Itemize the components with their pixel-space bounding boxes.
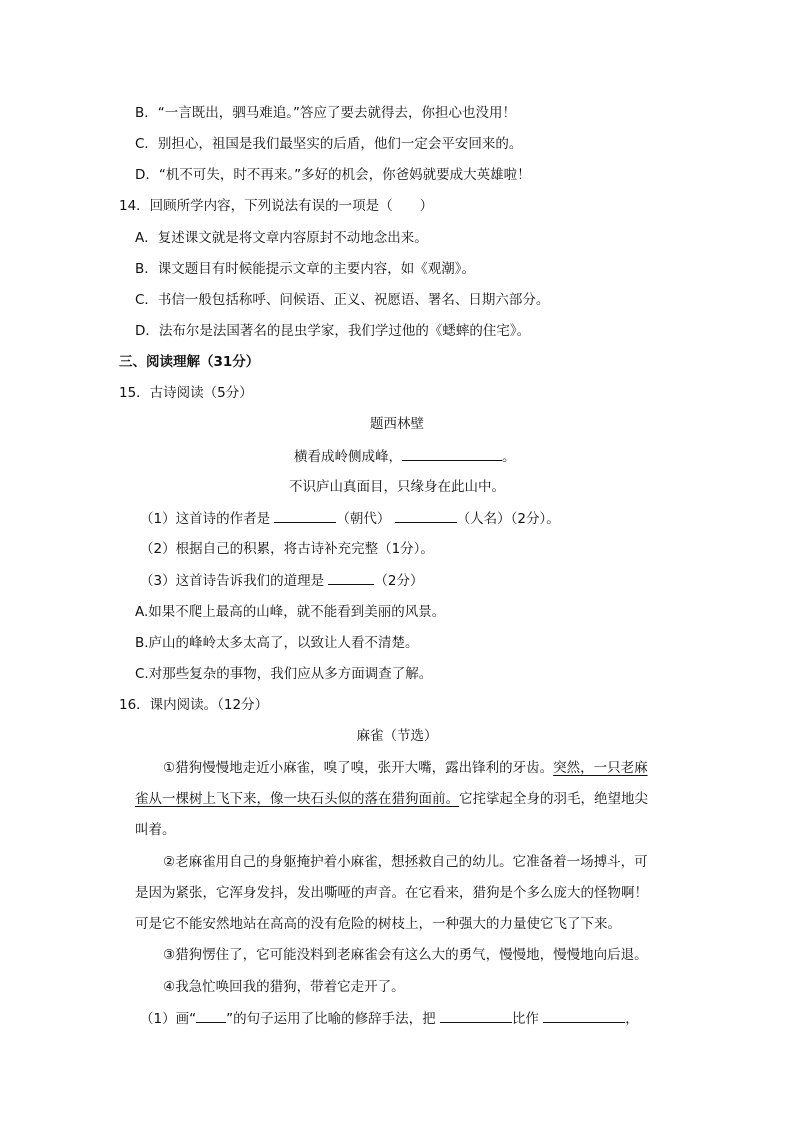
q16-stem: 16．课内阅读。（12分）: [119, 697, 269, 713]
passage-p3: ③猎狗愣住了，它可能没料到老麻雀会有这么大的勇气，慢慢地，慢慢地向后退。: [163, 947, 648, 963]
q13-option-b: B．“一言既出，驷马难追。”答应了要去就得去，你担心也没用！: [135, 105, 516, 121]
q13-option-c: C．别担心，祖国是我们最坚实的后盾，他们一定会平安回来的。: [135, 136, 523, 152]
poem-line-1-text: 横看成岭侧成峰，: [294, 449, 402, 465]
q15-sub1-name-label: （人名）（2分）。: [456, 511, 560, 527]
underlined-sentence-2: 雀从一棵树上飞下来，像一块石头似的落在猎狗面前。: [135, 791, 459, 807]
q15-sub2: （2）根据自己的积累，将古诗补充完整（1分）。: [140, 541, 434, 557]
q14-option-c: C．书信一般包括称呼、问候语、正义、祝愿语、署名、日期六部分。: [135, 292, 550, 308]
q15-sub3-text: （3）这首诗告诉我们的道理是: [140, 573, 325, 589]
passage-p1-rest: 它挓挲起全身的羽毛，绝望地尖: [459, 791, 648, 807]
poem-title: 题西林壁: [370, 416, 424, 432]
underlined-sentence-1: 突然，一只老麻: [553, 760, 648, 776]
q15-option-c: C.对那些复杂的事物，我们应从多方面调查了解。: [135, 666, 433, 682]
q16-sub1: [140, 1008, 639, 1029]
section-title: 三、阅读理解（31分）: [119, 354, 260, 370]
q15-option-a: A.如果不爬上最高的山峰，就不能看到美丽的风景。: [135, 604, 446, 620]
q14-option-d: D．法布尔是法国著名的昆虫学家，我们学过他的《蟋蟀的住宅》。: [135, 323, 531, 339]
passage-p2-line2: 是因为紧张，它浑身发抖，发出嘶哑的声音。在它看来，猎狗是个多么庞大的怪物啊！: [135, 885, 648, 901]
q15-stem: 15．古诗阅读（5分）: [119, 385, 253, 401]
poem-line-1-end: 。: [502, 449, 516, 465]
dynasty-blank[interactable]: [274, 508, 336, 523]
q16-sub1-text-a: （1）画“: [140, 1011, 197, 1027]
passage-p1-line2: [135, 789, 648, 809]
q14-stem: 14．回顾所学内容，下列说法有误的一项是（ ）: [119, 198, 434, 214]
subject-blank[interactable]: [440, 1008, 512, 1023]
passage-p2-line1: ②老麻雀用自己的身躯掩护着小麻雀，想拯救自己的幼儿。它准备着一场搏斗，可: [163, 854, 648, 870]
passage-p1-line3: 叫着。: [135, 822, 176, 838]
poem-line-2: 不识庐山真面目，只缘身在此山中。: [289, 479, 505, 495]
q15-sub3: [140, 570, 423, 591]
poem-blank[interactable]: [402, 446, 502, 461]
q15-option-b: B.庐山的峰岭太多太高了，以致让人看不清楚。: [135, 635, 419, 651]
passage-p1-line1: [163, 758, 648, 778]
q14-option-b: B．课文题目有时候能提示文章的主要内容，如《观潮》。: [135, 261, 476, 277]
passage-p4: ④我急忙唤回我的猎狗，带着它走开了。: [163, 979, 405, 995]
passage-title: 麻雀（节选）: [356, 728, 438, 744]
poem-line-1: [294, 446, 516, 467]
q15-sub3-score: （2分）: [374, 573, 424, 589]
passage-p1-start: ①猎狗慢慢地走近小麻雀，嗅了嗅，张开大嘴，露出锋利的牙齿。: [163, 760, 554, 776]
q13-option-d: D．“机不可失，时不再来。”多好的机会，你爸妈就要成大英雄啦！: [135, 167, 531, 183]
author-blank[interactable]: [395, 508, 457, 523]
reason-blank[interactable]: [328, 570, 374, 585]
q16-sub1-text-d: ，: [625, 1011, 639, 1027]
q15-sub1: [140, 508, 560, 529]
q16-sub1-text-c: 比作: [511, 1011, 539, 1027]
mark-blank: [196, 1008, 226, 1023]
passage-p2-line3: 可是它不能安然地站在高高的没有危险的树枝上，一种强大的力量使它飞了下来。: [135, 916, 621, 932]
q14-option-a: A．复述课文就是将文章内容原封不动地念出来。: [135, 230, 428, 246]
object-blank[interactable]: [543, 1008, 625, 1023]
q15-sub1-dynasty-label: （朝代）: [336, 511, 391, 527]
q16-sub1-text-b: ”的句子运用了比喻的修辞手法，把: [226, 1011, 436, 1027]
q15-sub1-text: （1）这首诗的作者是: [140, 511, 271, 527]
